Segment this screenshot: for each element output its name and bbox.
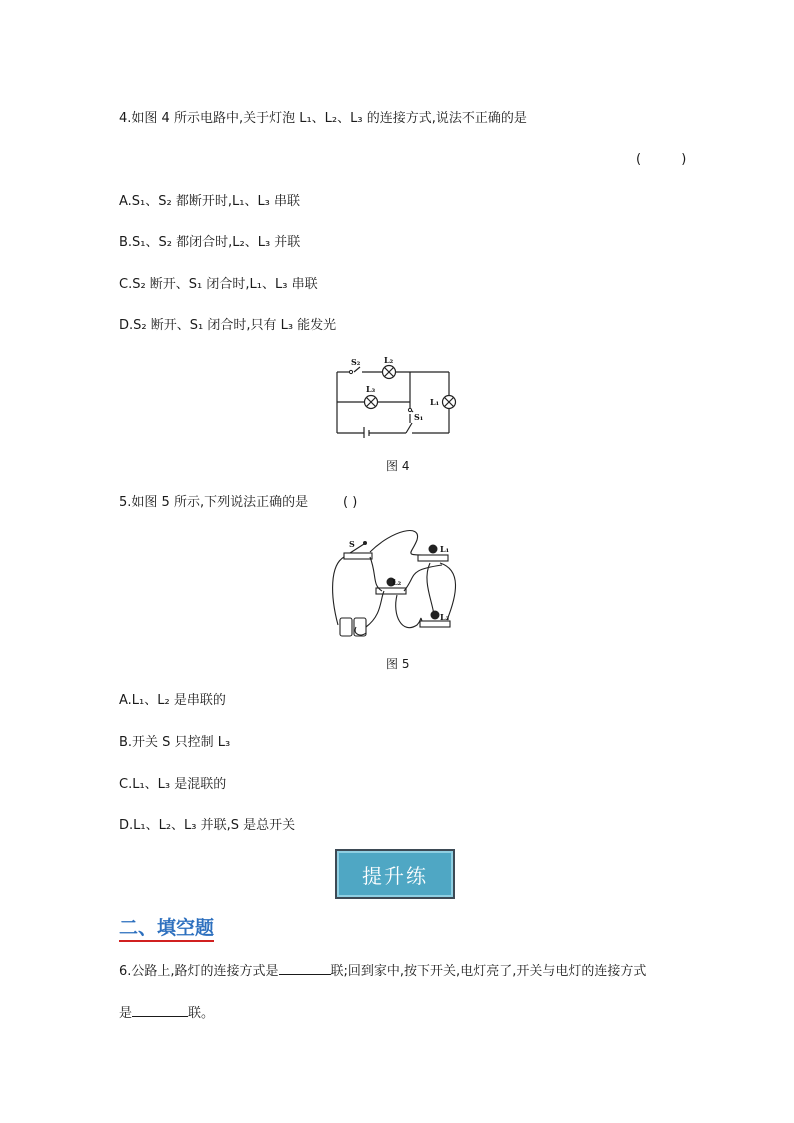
q4-option-b: B.S₁、S₂ 都闭合时,L₂、L₃ 并联 bbox=[119, 235, 301, 250]
label-l2: L₂ bbox=[384, 355, 394, 365]
label-l3: L₃ bbox=[366, 384, 376, 394]
q5-option-c: C.L₁、L₃ 是混联的 bbox=[119, 777, 227, 792]
section-title: 二、填空题 bbox=[119, 917, 214, 942]
q5-stem: 5.如图 5 所示,下列说法正确的是 bbox=[119, 495, 309, 510]
label-s2: S₂ bbox=[351, 357, 361, 367]
label-l1: L₁ bbox=[440, 544, 450, 554]
banner-label: 提升练 bbox=[362, 863, 428, 888]
q6-blank-2[interactable] bbox=[132, 1004, 188, 1017]
circuit-diagram-figure-4 bbox=[326, 350, 462, 438]
q4-stem: 4.如图 4 所示电路中,关于灯泡 L₁、L₂、L₃ 的连接方式,说法不正确的是 bbox=[119, 111, 527, 126]
q6-text-2: 联;回到家中,按下开关,电灯亮了,开关与电灯的连接方式 bbox=[330, 964, 647, 979]
q4-option-c: C.S₂ 断开、S₁ 闭合时,L₁、L₃ 串联 bbox=[119, 277, 318, 292]
wiring-diagram-figure-5 bbox=[322, 525, 472, 645]
q4-option-d: D.S₂ 断开、S₁ 闭合时,只有 L₃ 能发光 bbox=[119, 318, 337, 333]
q6-text-1: 6.公路上,路灯的连接方式是 bbox=[119, 964, 279, 979]
q6-blank-1[interactable] bbox=[279, 962, 331, 975]
label-s1: S₁ bbox=[414, 412, 424, 422]
q5-option-b: B.开关 S 只控制 L₃ bbox=[119, 735, 231, 750]
q4-option-a: A.S₁、S₂ 都断开时,L₁、L₃ 串联 bbox=[119, 194, 301, 209]
q4-answer-paren: ( ) bbox=[636, 152, 705, 167]
q5-answer-paren: ( ) bbox=[343, 495, 358, 510]
q6-line-2 bbox=[119, 1004, 214, 1023]
label-s: S bbox=[349, 539, 355, 549]
label-l1: L₁ bbox=[430, 397, 440, 407]
label-l3: L₃ bbox=[440, 612, 450, 622]
q5-option-d: D.L₁、L₂、L₃ 并联,S 是总开关 bbox=[119, 818, 296, 833]
q5-option-a: A.L₁、L₂ 是串联的 bbox=[119, 693, 226, 708]
figure-5-caption: 图 5 bbox=[386, 657, 410, 671]
improvement-practice-banner bbox=[335, 849, 455, 899]
q6-line-1 bbox=[119, 962, 646, 981]
figure-4-caption: 图 4 bbox=[386, 459, 410, 473]
section-heading bbox=[119, 913, 214, 940]
q6-text-4: 联。 bbox=[188, 1006, 215, 1021]
q6-text-3: 是 bbox=[119, 1006, 133, 1021]
label-l2: L₂ bbox=[392, 577, 402, 587]
